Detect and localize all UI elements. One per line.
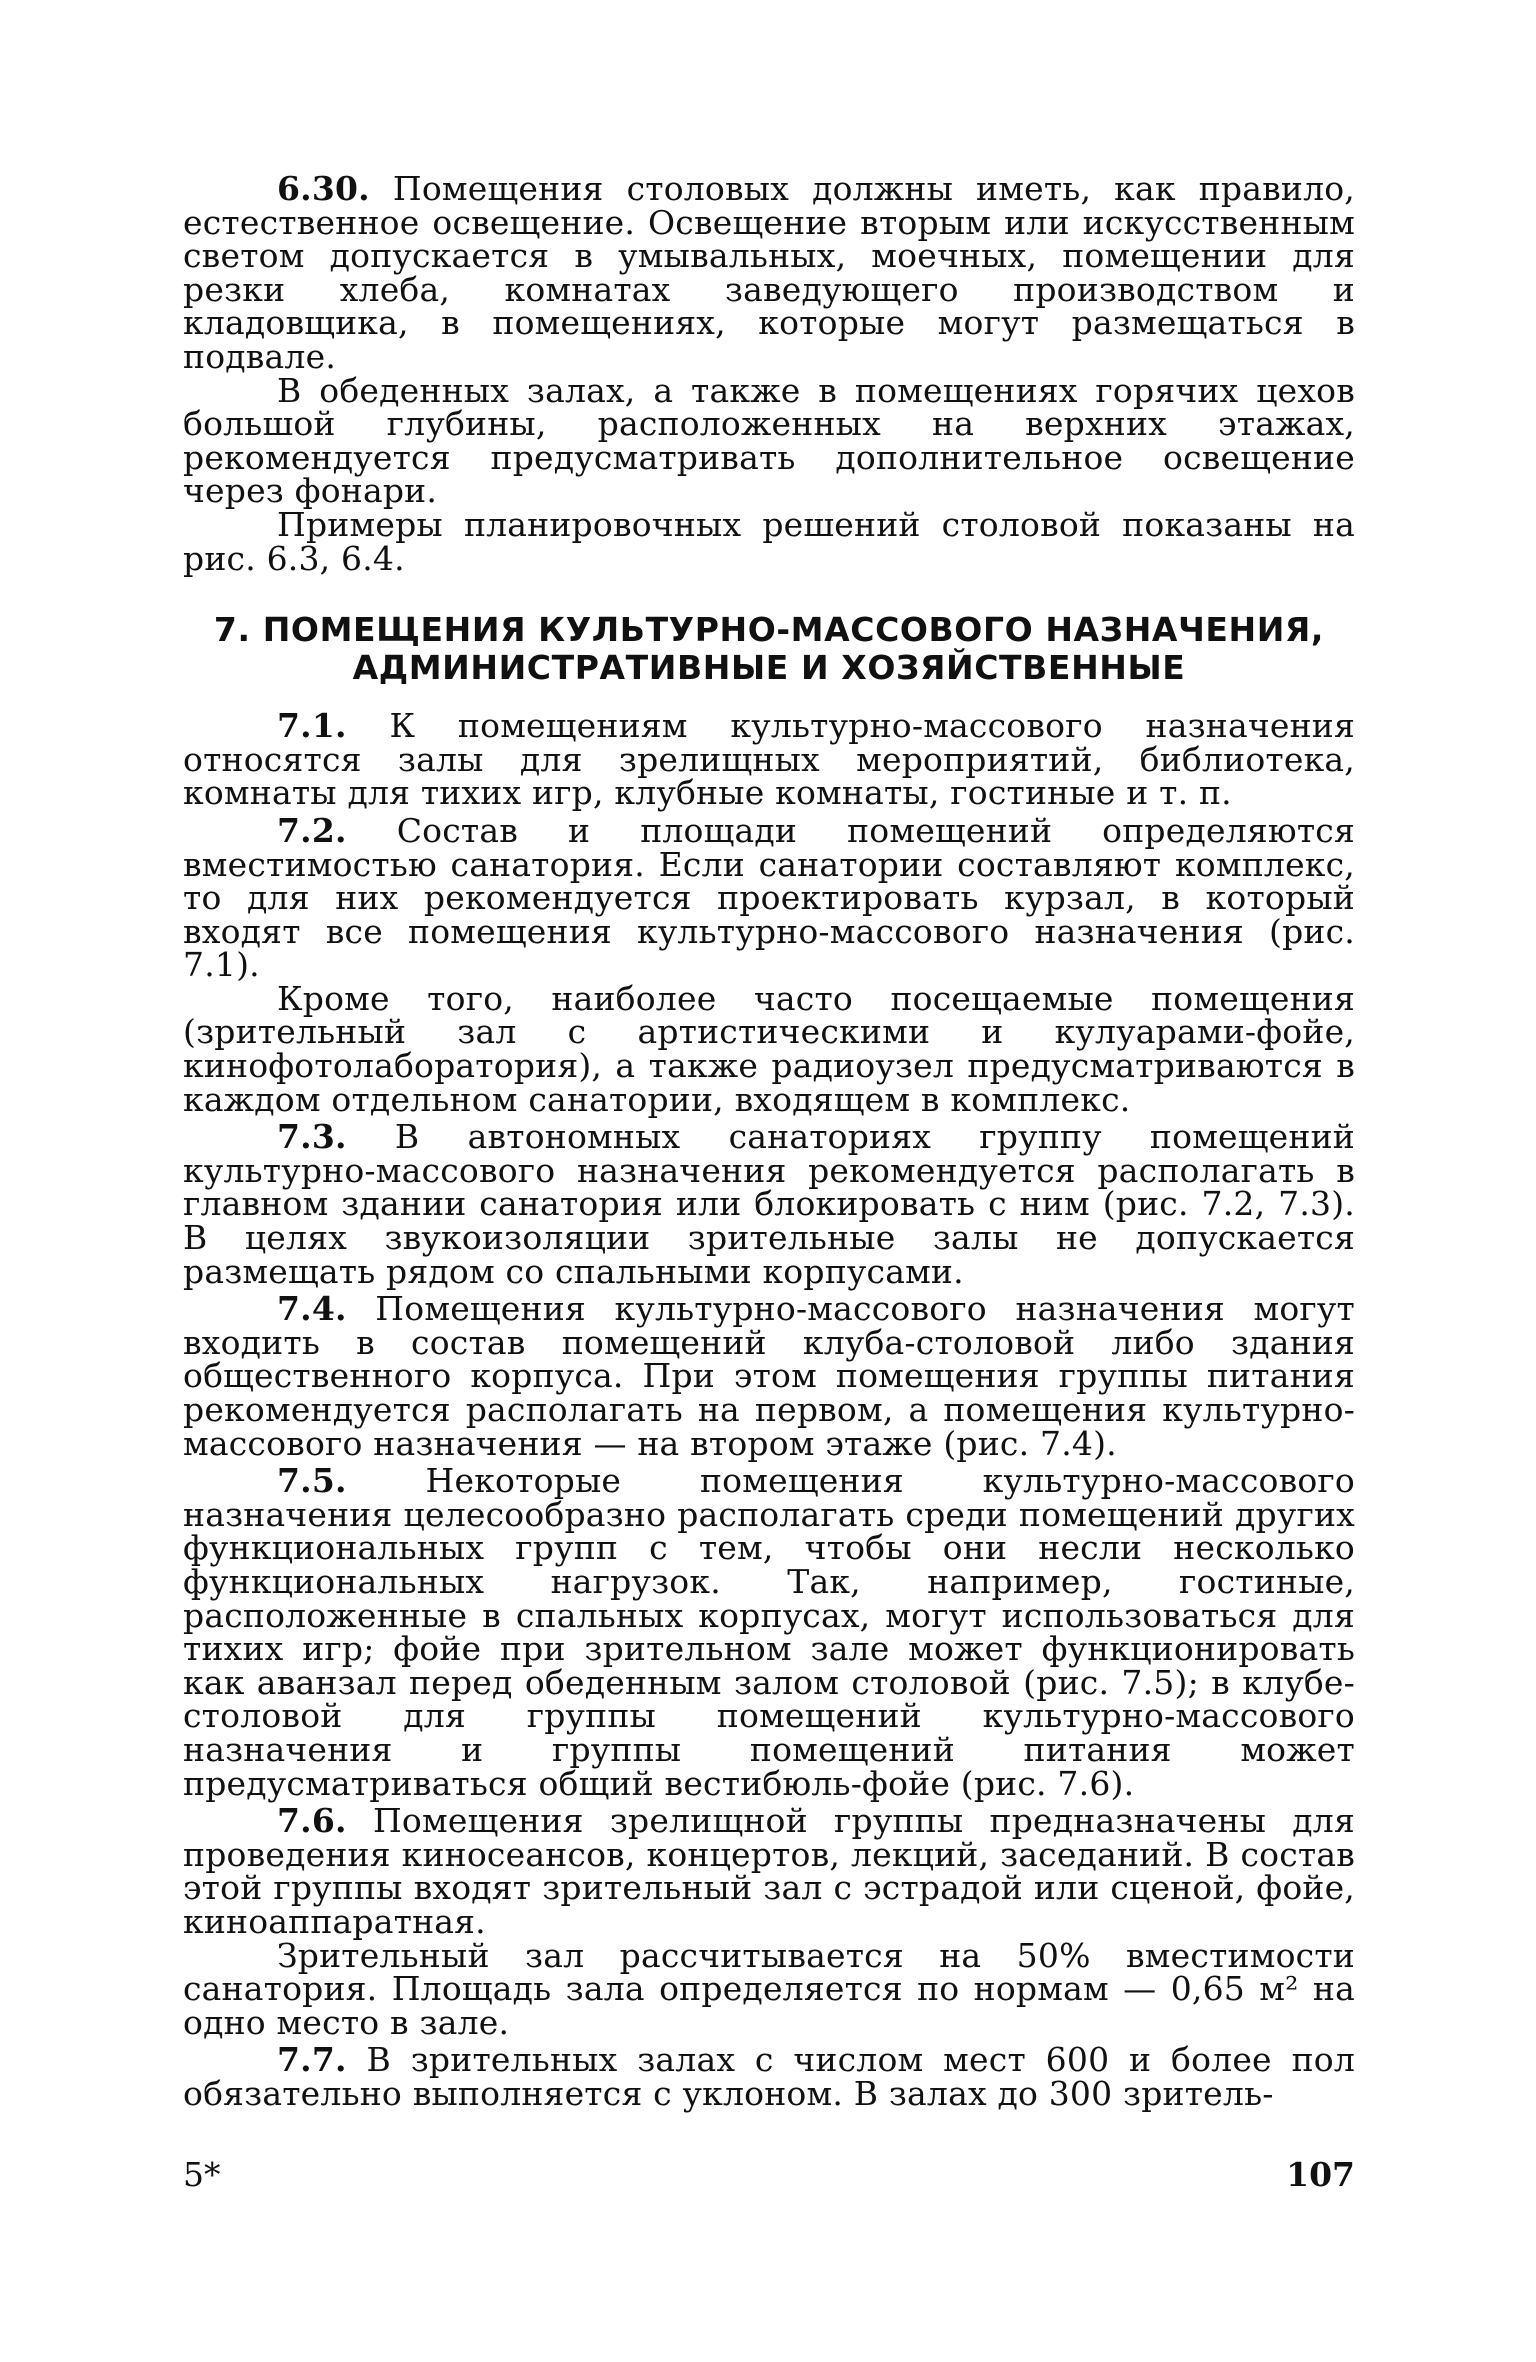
paragraph-text: В обеденных залах, а также в помещениях горячих цехов большой глубины, расположенных на верхних этажах, рекомендуется предусматривать дополнительное освещение через фонари. — [183, 370, 1355, 511]
page-body — [183, 168, 1355, 2113]
paragraph — [183, 706, 1355, 813]
paragraph-text: Состав и площади помещений определяются вместимостью санатория. Если санатории составляют комплекс, то для них рекомендуется проектировать курзал, в который входят все помещения культурно-массового назначения (рис. 7.1). — [183, 810, 1355, 985]
page-number: 107 — [1286, 2155, 1355, 2194]
clause-number: 7.6. — [277, 1801, 347, 1841]
clause-number: 7.1. — [277, 706, 347, 746]
paragraph-text: Помещения зрелищной группы предназначены для проведения киносеансов, концертов, лекций, заседаний. В состав этой группы входят зрительный зал с эстрадой или сценой, фойе, киноаппаратная. — [183, 1801, 1355, 1941]
paragraph-text: В зрительных залах с числом мест 600 и более пол обязательно выполняется с уклоном. В залах до 300 зритель- — [183, 2040, 1355, 2113]
paragraph — [183, 1935, 1355, 2042]
paragraph — [183, 504, 1355, 578]
paragraph-text: В автономных санаториях группу помещений культурно-массового назначения рекомендуется располагать в главном здании санатория или блокировать с ним (рис. 7.2, 7.3). В целях звукоизоляции зрительные залы не допускается размещать рядом со спальными корпусами. — [183, 1117, 1355, 1291]
section-7-paragraphs — [183, 706, 1355, 2113]
clause-number: 6.30. — [277, 169, 370, 208]
paragraph — [183, 169, 1355, 376]
paragraph-text: Помещения столовых должны иметь, как правило, естественное освещение. Освещение вторым или искусственным светом допускается в умывальных, моечных, помещении для резки хлеба, комнатах заведующего производством и кладовщика, в помещениях, которые могут размещаться в подвале. — [183, 169, 1355, 376]
clause-number: 7.4. — [277, 1289, 347, 1329]
paragraph — [183, 1289, 1355, 1463]
paragraph-text: К помещениям культурно-массового назначения относятся залы для зрелищных мероприятий, библиотека, комнаты для тихих игр, клубные комнаты, гостиные и т. п. — [183, 706, 1355, 813]
clause-number: 7.5. — [277, 1461, 347, 1501]
paragraph — [183, 370, 1355, 511]
paragraph-text: Кроме того, наиболее часто посещаемые помещения (зрительный зал с артистическими и кулуарами-фойе, кинофотолаборатория), а также радиоузел предусматриваются в каждом отдельном санатории, входящем в комплекс. — [183, 978, 1355, 1119]
paragraph — [183, 978, 1355, 1119]
clause-number: 7.2. — [277, 810, 347, 850]
paragraph — [183, 1801, 1355, 1941]
paragraph-text: Помещения культурно-массового назначения могут входить в состав помещений клуба-столовой либо здания общественного корпуса. При этом помещения группы питания рекомендуется располагать на первом, а помещения культурно-массового назначения — на втором этаже (рис. 7.4). — [183, 1289, 1355, 1463]
heading-line-2: АДМИНИСТРАТИВНЫЕ И ХОЗЯЙСТВЕННЫЕ — [352, 648, 1186, 688]
heading-line-1: 7. ПОМЕЩЕНИЯ КУЛЬТУРНО-МАССОВОГО НАЗНАЧЕНИЯ, — [213, 610, 1325, 650]
paragraph-text: Некоторые помещения культурно-массового назначения целесообразно располагать среди помещений других функциональных групп с тем, чтобы они несли несколько функциональных нагрузок. Так, например, гостиные, расположенные в спальных корпусах, могут использоваться для тихих игр; фойе при зрительном зале может функционировать как аванзал перед обеденным залом столовой (рис. 7.5); в клубе-столовой для группы помещений культурно-массового назначения и группы помещений питания может предусматриваться общий вестибюль-фойе (рис. 7.6). — [183, 1461, 1355, 1803]
clause-number: 7.3. — [277, 1117, 347, 1157]
signature-mark: 5* — [183, 2155, 221, 2194]
paragraph — [183, 1117, 1355, 1291]
paragraph-text: Примеры планировочных решений столовой показаны на рис. 6.3, 6.4. — [183, 504, 1355, 578]
section-7-heading — [183, 611, 1355, 687]
paragraph — [183, 2040, 1355, 2113]
page-footer — [183, 2155, 1355, 2199]
section-6-paragraphs — [183, 169, 1355, 578]
paragraph — [183, 1461, 1355, 1803]
paragraph — [183, 810, 1355, 985]
clause-number: 7.7. — [277, 2040, 347, 2080]
paragraph-text: Зрительный зал рассчитывается на 50% вместимости санатория. Площадь зала определяется по нормам — 0,65 м² на одно место в зале. — [183, 1935, 1355, 2042]
